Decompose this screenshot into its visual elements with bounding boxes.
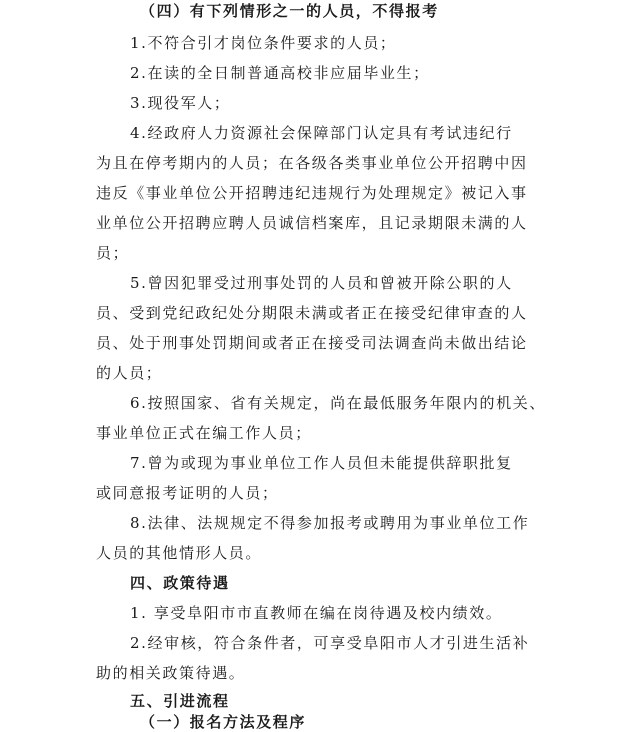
ineligible-item-7-line-2: 或同意报考证明的人员；: [96, 484, 279, 502]
ineligible-item-6-line-2: 事业单位正式在编工作人员；: [96, 424, 312, 442]
section-subheading-registration: （一）报名方法及程序: [140, 713, 307, 731]
ineligible-item-4-line-1: 4.经政府人力资源社会保障部门认定具有考试违纪行: [130, 124, 513, 142]
section-heading-ineligible: （四）有下列情形之一的人员，不得报考: [140, 2, 439, 20]
ineligible-item-8-line-1: 8.法律、法规规定不得参加报考或聘用为事业单位工作: [130, 514, 530, 532]
ineligible-item-4-line-5: 员；: [96, 244, 130, 262]
ineligible-item-7-line-1: 7.曾为或现为事业单位工作人员但未能提供辞职批复: [130, 454, 513, 472]
ineligible-item-4-line-3: 违反《事业单位公开招聘违纪违规行为处理规定》被记入事: [96, 184, 528, 202]
ineligible-item-5-line-1: 5.曾因犯罪受过刑事处罚的人员和曾被开除公职的人: [130, 274, 513, 292]
ineligible-item-6-line-1: 6.按照国家、省有关规定，尚在最低服务年限内的机关、: [130, 394, 546, 412]
ineligible-item-4-line-4: 业单位公开招聘应聘人员诚信档案库，且记录期限未满的人: [96, 214, 528, 232]
ineligible-item-8-line-2: 人员的其他情形人员。: [96, 544, 263, 562]
ineligible-item-2: 2.在读的全日制普通高校非应届毕业生；: [130, 64, 430, 82]
policy-item-2-line-2: 助的相关政策待遇。: [96, 664, 246, 682]
ineligible-item-5-line-3: 员、处于刑事处罚期间或者正在接受司法调查尚未做出结论: [96, 334, 528, 352]
section-heading-process: 五、引进流程: [130, 692, 230, 710]
ineligible-item-5-line-2: 员、受到党纪政纪处分期限未满或者正在接受纪律审查的人: [96, 304, 528, 322]
policy-item-2-line-1: 2.经审核，符合条件者，可享受阜阳市人才引进生活补: [130, 634, 530, 652]
ineligible-item-1: 1.不符合引才岗位条件要求的人员；: [130, 34, 397, 52]
policy-item-1: 1. 享受阜阳市市直教师在编在岗待遇及校内绩效。: [130, 604, 503, 622]
section-heading-policy: 四、政策待遇: [130, 574, 230, 592]
ineligible-item-5-line-4: 的人员；: [96, 364, 163, 382]
ineligible-item-3: 3.现役军人；: [130, 94, 231, 112]
ineligible-item-4-line-2: 为且在停考期内的人员；在各级各类事业单位公开招聘中因: [96, 154, 528, 172]
